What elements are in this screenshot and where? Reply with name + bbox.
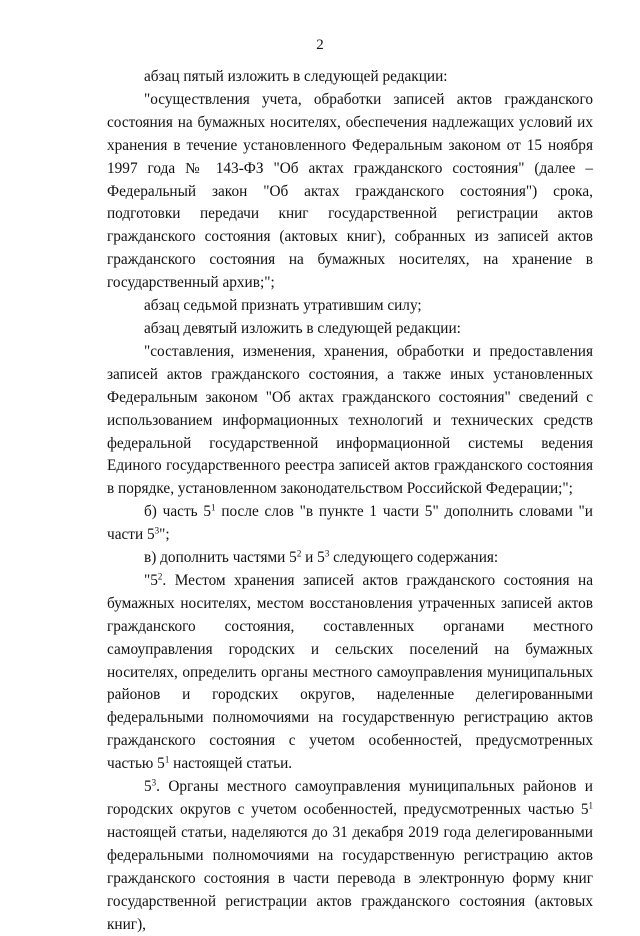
paragraph-6-text-a: б) часть 5 — [144, 503, 212, 521]
paragraph-7-text-b: и 5 — [301, 549, 325, 567]
paragraph-2: "осуществления учета, обработки записей актов гражданского состояния на бумажных носителях, обеспечения надлежащих условий их хранения в течение установленного Федеральным законом от 15 ноября 1997 года № 143-ФЗ "Об актах гражданского состояния" (далее – Федеральный закон "Об актах гражданского состояния") срока, подготовки передачи книг государственной регистрации актов гражданского состояния (актовых книг), собранных из записей актов гражданского состояния на бумажных носителях, на хранение в государственный архив;"; — [107, 90, 593, 292]
paragraph-3: абзац седьмой признать утратившим силу; — [144, 297, 422, 315]
paragraph-7-text-a: в) дополнить частями 5 — [144, 549, 297, 567]
paragraph-4: абзац девятый изложить в следующей редакции: — [144, 319, 461, 337]
paragraph-8-superscript-2: 1 — [164, 754, 170, 765]
paragraph-6-text-c: "; — [159, 526, 170, 544]
paragraph-9-superscript-1: 3 — [151, 777, 157, 788]
paragraph-9-text-c: настоящей статьи, наделяются до 31 декабря 2019 года делегированными федеральными полномочиями на государственную регистрацию актов гражданского состояния в части перевода в электронную форму книг государственной регистрации актов гражданского состояния (актовых книг), — [107, 823, 593, 933]
paragraph-1: абзац пятый изложить в следующей редакции: — [144, 68, 448, 85]
paragraph-9-text-a: 5 — [144, 778, 152, 796]
paragraph-9-text-b: . Органы местного самоуправления муниципальных районов и городских округов с учетом особенностей, предусмотренных частью 5 — [107, 778, 593, 818]
paragraph-6-superscript-1: 1 — [211, 502, 216, 513]
paragraph-9 — [107, 776, 593, 936]
paragraph-7-text-c: следующего содержания: — [329, 549, 499, 567]
paragraph-7-superscript-1: 2 — [296, 548, 302, 559]
paragraph-9-superscript-2: 1 — [588, 800, 593, 811]
paragraph-6 — [107, 501, 593, 547]
paragraph-5: "составления, изменения, хранения, обработки и предоставления записей актов гражданского состояния, а также иных установленных Федеральным законом "Об актах гражданского состояния" сведений с использованием информационных технологий и технических средств федеральной государственной информационной системы ведения Единого государственного реестра записей актов гражданского состояния в порядке, установленном законодательством Российской Федерации;"; — [107, 342, 593, 498]
paragraph-8-text-a: "5 — [144, 571, 158, 589]
document-body — [107, 66, 593, 936]
paragraph-7-superscript-2: 3 — [324, 548, 330, 559]
paragraph-8-superscript-1: 2 — [157, 571, 163, 582]
paragraph-7 — [107, 547, 593, 570]
paragraph-8-text-c: настоящей статьи. — [169, 755, 293, 773]
paragraph-8-text-b: . Местом хранения записей актов гражданского состояния на бумажных носителях, местом восстановления утраченных записей актов гражданского состояния, составленных органами местного самоуправления городских и сельских поселений на бумажных носителях, определить органы местного самоуправления муниципальных районов и городских округов, наделенные делегированными федеральными полномочиями на государственную регистрацию актов гражданского состояния с учетом особенностей, предусмотренных частью 5 — [107, 571, 593, 773]
page-number: 2 — [316, 37, 324, 53]
paragraph-8 — [107, 570, 593, 776]
paragraph-6-text-b: после слов "в пункте 1 части 5" дополнить словами "и части 5 — [107, 503, 593, 544]
paragraph-6-superscript-2: 3 — [154, 525, 160, 536]
